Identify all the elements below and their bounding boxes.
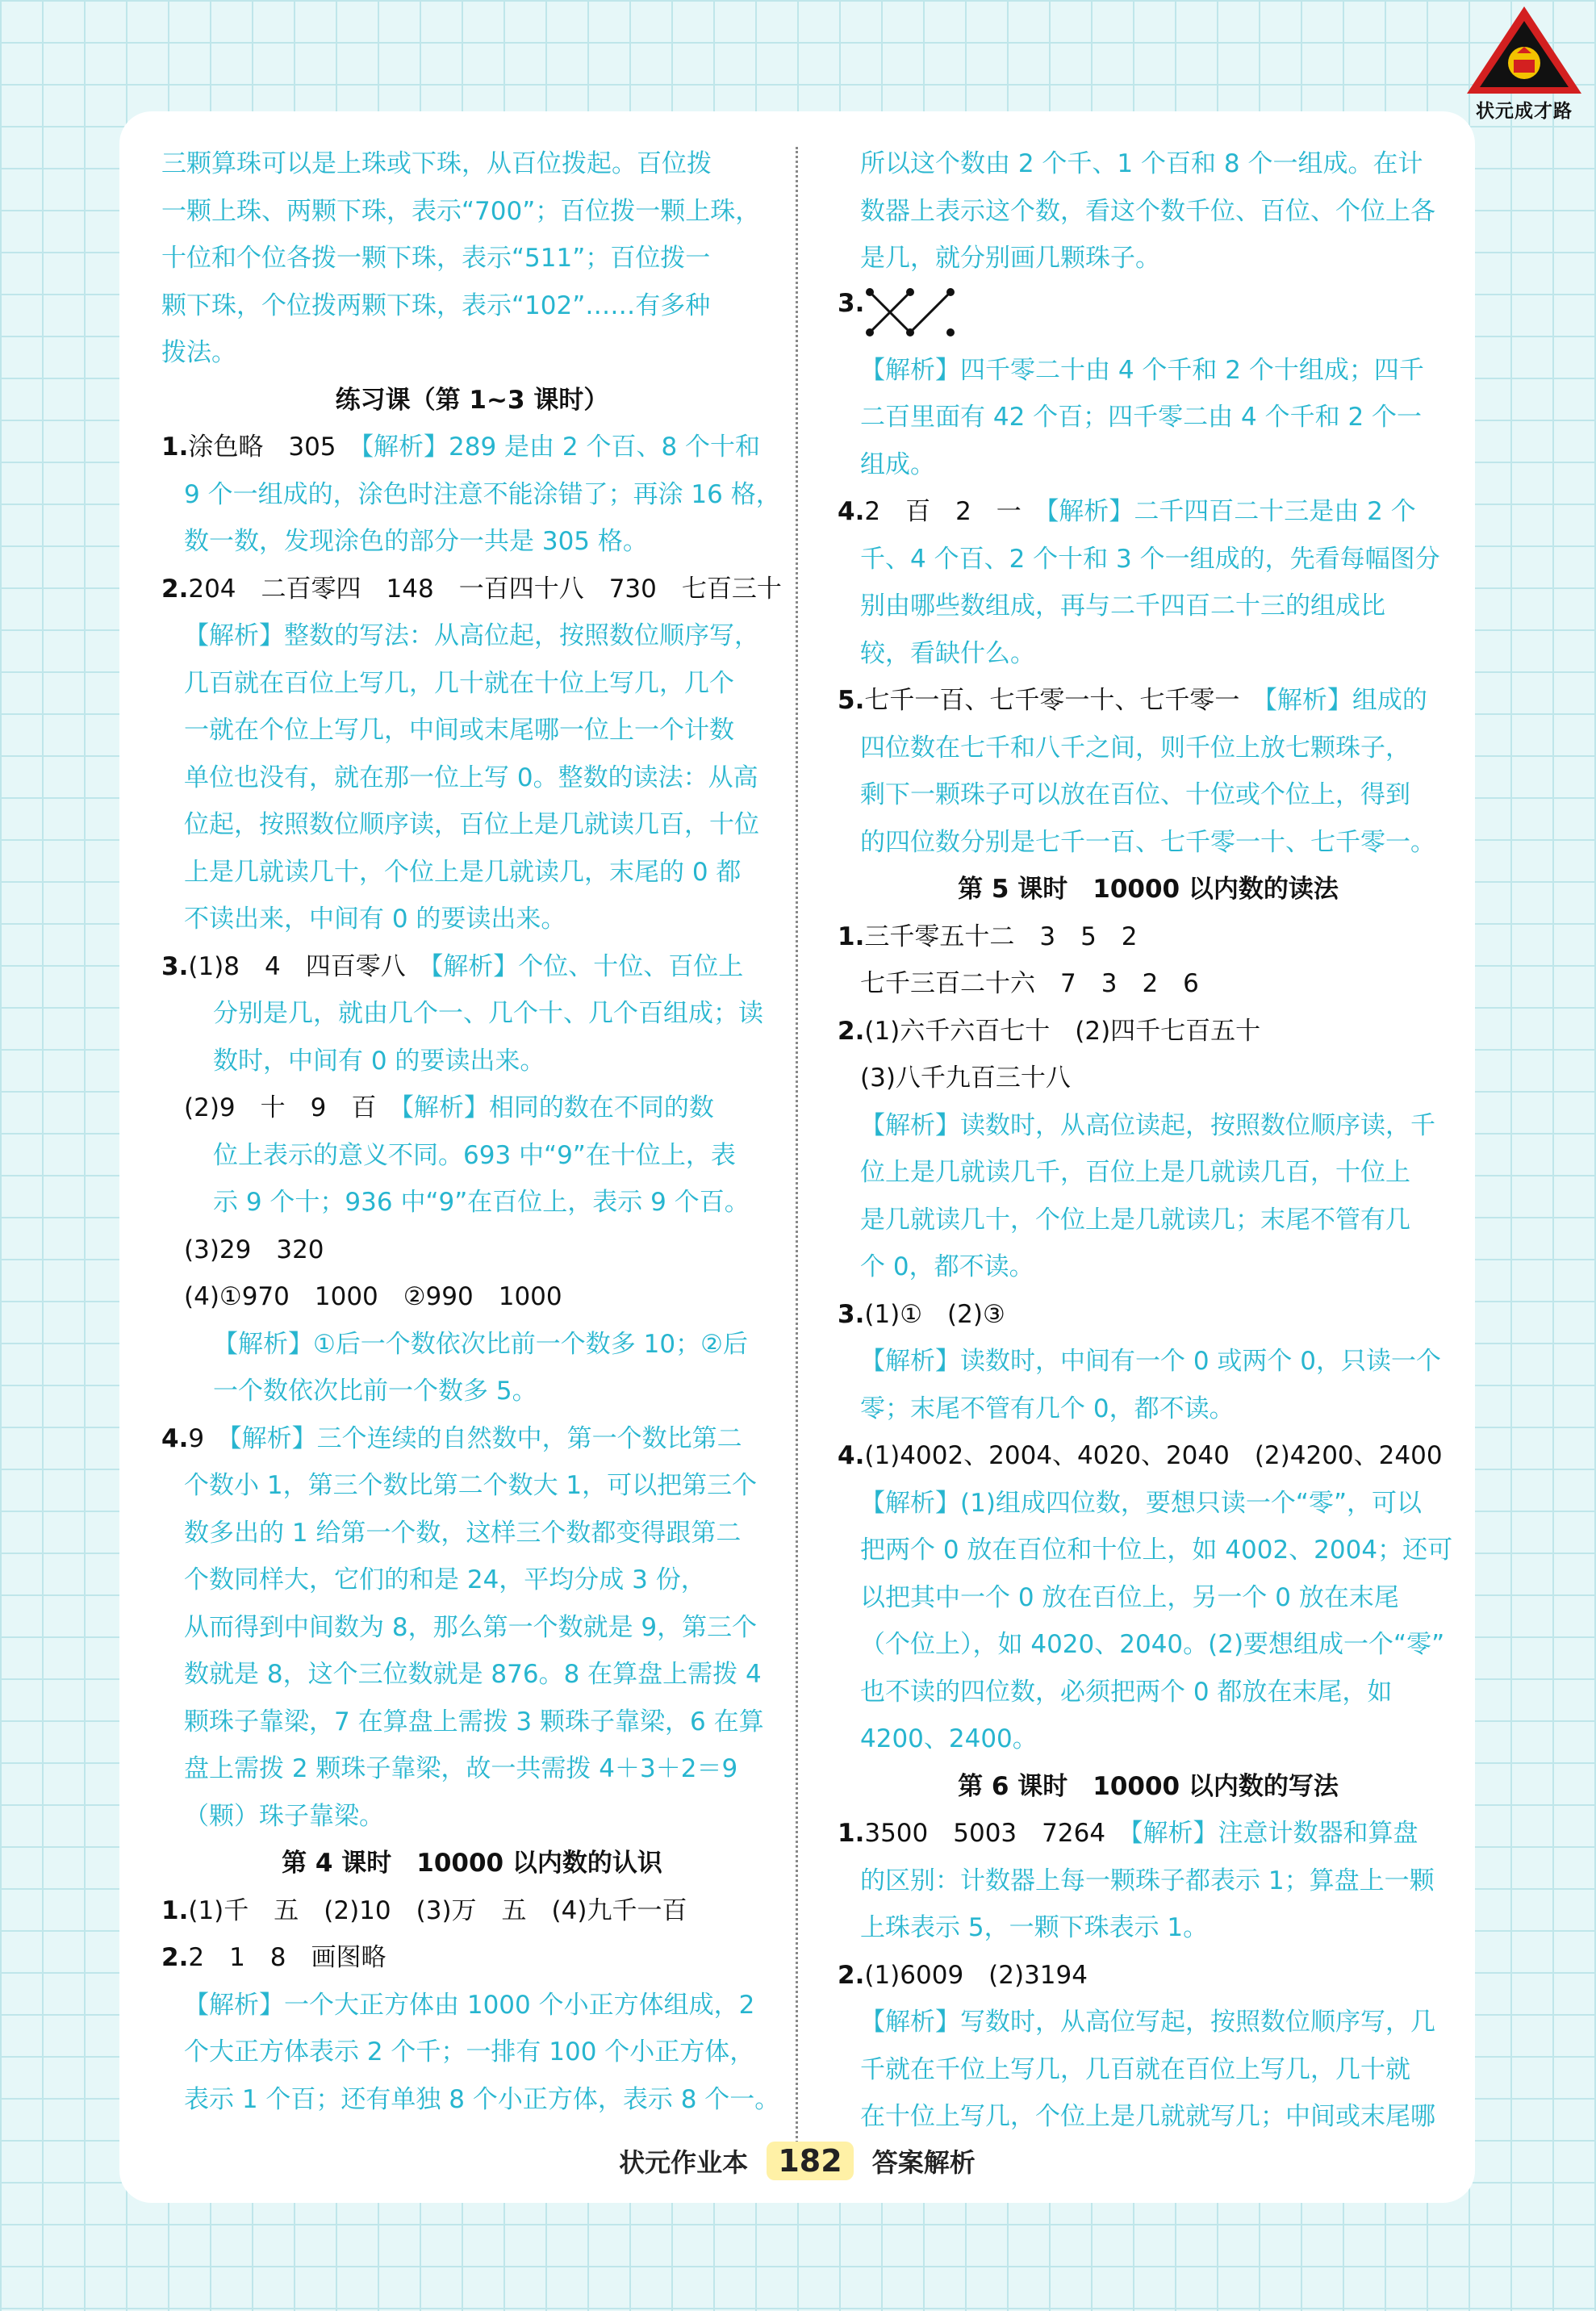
- text-line: [161, 660, 783, 708]
- text-run: (1)千 五 (2)10 (3)万 五 (4)九千一百: [188, 1895, 687, 1925]
- text-line: [161, 471, 783, 519]
- text-line: [838, 488, 1459, 536]
- text-run: (1)组成四位数，要想只读一个“零”，可以: [960, 1488, 1423, 1518]
- left-column: [161, 140, 783, 2123]
- analysis-tag: 【解析】: [860, 1110, 960, 1140]
- text-run: 所以这个数由 2 个千、1 个百和 8 个一组成。在计: [860, 149, 1423, 178]
- text-run: 十位和个位各拨一颗下珠，表示“511”；百位拨一: [161, 244, 711, 273]
- text-run: 四位数在七千和八千之间，则千位上放七颗珠子，: [860, 733, 1410, 763]
- text-line: [161, 707, 783, 754]
- text-run: 三千零五十二 3 5 2: [864, 921, 1138, 951]
- text-line: [838, 1952, 1459, 2000]
- brand-logo: [1464, 3, 1585, 126]
- question-number: 2.: [161, 574, 189, 604]
- text-run: 表示 1 个百；还有单独 8 个小正方体，表示 8 个一。: [184, 2084, 780, 2114]
- text-run: 把两个 0 放在百位和十位上，如 4002、2004；还可: [860, 1536, 1453, 1565]
- text-line: [838, 140, 1459, 188]
- text-line: [838, 1197, 1459, 1244]
- text-run: ①后一个数依次比前一个数多 10；②后: [313, 1329, 748, 1359]
- text-run: 数器上表示这个数，看这个数千位、百位、个位上各: [860, 196, 1435, 226]
- text-line: [161, 566, 783, 613]
- text-line: [838, 1574, 1459, 1622]
- text-run: 千、4 个百、2 个十和 3 个一组成的，先看每幅图分: [860, 544, 1440, 574]
- text-run: 剩下一颗珠子可以放在百位、十位或个位上，得到: [860, 780, 1410, 809]
- text-line: [161, 1934, 783, 1982]
- text-run: 数多出的 1 给第一个数，这样三个数都变得跟第二: [184, 1518, 742, 1548]
- text-run: 位上是几就读几千，百位上是几就读几百，十位上: [860, 1158, 1410, 1187]
- analysis-tag: 【解析】: [860, 355, 960, 385]
- text-line: [838, 1008, 1459, 1055]
- text-line: [161, 943, 783, 991]
- text-line: [161, 990, 783, 1038]
- text-run: 在十位上写几，个位上是几就就写几；中间或末尾哪: [860, 2102, 1435, 2131]
- text-run: 位起，按照数位顺序读，百位上是几就读几百，十位: [184, 810, 759, 839]
- text-line: [161, 1510, 783, 1557]
- text-line: [838, 1055, 1459, 1102]
- text-line: [161, 849, 783, 896]
- text-line: [838, 771, 1459, 819]
- text-line: [838, 677, 1459, 725]
- logo-emblem-icon: [1464, 3, 1585, 100]
- column-divider: [796, 147, 798, 2148]
- text-line: [838, 913, 1459, 961]
- text-line: [838, 1669, 1459, 1716]
- text-line: [838, 1715, 1459, 1763]
- text-run: 第 4 课时 10000 以内数的认识: [282, 1849, 662, 1878]
- text-line: [161, 1699, 783, 1746]
- right-column: [838, 140, 1459, 2141]
- text-line: [161, 1368, 783, 1415]
- text-line: [161, 801, 783, 849]
- text-run: 个数同样大，它们的和是 24，平均分成 3 份，: [184, 1565, 706, 1594]
- text-run: 2 百 2 一: [864, 497, 1047, 526]
- question-number: 1.: [838, 1819, 865, 1848]
- text-line: [161, 1745, 783, 1793]
- answer-card: [119, 111, 1475, 2203]
- text-run: 9 个一组成的，涂色时注意不能涂错了；再涂 16 格，: [184, 479, 781, 509]
- text-run: 几百就在百位上写几，几十就在十位上写几，几个: [184, 668, 734, 698]
- text-line: [838, 583, 1459, 630]
- text-line: [838, 394, 1459, 441]
- footer-book-title: 状元作业本: [619, 2147, 749, 2178]
- text-line: [161, 2029, 783, 2076]
- question-number: 1.: [838, 921, 865, 951]
- text-run: 是几，就分别画几颗珠子。: [860, 244, 1160, 273]
- q3-number: 3.: [838, 288, 865, 318]
- text-run: (1)6009 (2)3194: [864, 1960, 1088, 1990]
- matching-lines-figure: [860, 282, 989, 347]
- text-line: [838, 725, 1459, 772]
- text-run: 个数小 1，第三个数比第二个数大 1，可以把第三个: [184, 1471, 758, 1500]
- text-run: 相同的数在不同的数: [488, 1093, 714, 1122]
- text-run: 组成的: [1352, 686, 1427, 715]
- text-line: [838, 1432, 1459, 1480]
- text-line: [838, 1149, 1459, 1197]
- text-line: [161, 1227, 783, 1274]
- text-run: 一个大正方体由 1000 个小正方体组成，2: [284, 1990, 755, 2020]
- text-run: 较，看缺什么。: [860, 638, 1035, 668]
- text-run: 颗下珠，个位拨两颗下珠，表示“102”……有多种: [161, 290, 711, 320]
- text-line: [161, 424, 783, 471]
- analysis-tag: 【解析】: [213, 1329, 313, 1359]
- text-run: 上珠表示 5，一颗下珠表示 1。: [860, 1913, 1209, 1942]
- question-number: 4.: [838, 497, 865, 526]
- text-run: 的四位数分别是七千一百、七千零一十、七千零一。: [860, 827, 1435, 857]
- text-line: [161, 896, 783, 943]
- text-run: 写数时，从高位写起，按照数位顺序写，几: [960, 2008, 1435, 2037]
- text-run: 第 5 课时 10000 以内数的读法: [958, 875, 1339, 904]
- analysis-tag: 【解析】: [401, 1093, 489, 1122]
- text-line: [161, 1651, 783, 1699]
- text-line: [838, 866, 1459, 913]
- text-line: [838, 630, 1459, 678]
- analysis-tag: 【解析】: [1046, 497, 1134, 526]
- text-line: [161, 140, 783, 188]
- text-line: [838, 536, 1459, 583]
- text-line: [161, 1887, 783, 1935]
- text-run: 三个连续的自然数中，第一个数比第二: [316, 1423, 742, 1453]
- text-line: [161, 612, 783, 660]
- text-run: 一个数依次比前一个数多 5。: [213, 1377, 537, 1406]
- text-line: [838, 347, 1459, 395]
- analysis-tag: 【解析】: [860, 1488, 960, 1518]
- text-line: [838, 1338, 1459, 1385]
- text-run: 七千一百、七千零一十、七千零一: [864, 686, 1265, 715]
- page-number: 182: [767, 2142, 853, 2180]
- text-run: 组成。: [860, 449, 935, 479]
- text-run: 289 是由 2 个百、8 个十和: [449, 433, 761, 462]
- question-number: 5.: [838, 686, 865, 715]
- text-run: 拨法。: [161, 338, 236, 367]
- page-footer: [119, 2142, 1475, 2180]
- question-number: 2.: [161, 1943, 189, 1972]
- text-line: [161, 1982, 783, 2029]
- text-run: 位上表示的意义不同。693 中“9”在十位上，表: [213, 1140, 736, 1170]
- text-run: 涂色略 305: [188, 433, 361, 462]
- text-run: 二百里面有 42 个百；四千零二由 4 个千和 2 个一: [860, 403, 1423, 432]
- text-run: 注意计数器和算盘: [1218, 1819, 1418, 1848]
- text-line: [838, 1480, 1459, 1527]
- text-line: [838, 1291, 1459, 1339]
- text-line: [838, 1527, 1459, 1574]
- text-line: [838, 819, 1459, 867]
- text-run: 别由哪些数组成，再与二千四百二十三的组成比: [860, 591, 1385, 621]
- text-line: [161, 2076, 783, 2124]
- question-number: 1.: [161, 433, 189, 462]
- text-line: [161, 1273, 783, 1321]
- text-line: [838, 1858, 1459, 1905]
- text-run: 示 9 个十；936 中“9”在百位上，表示 9 个百。: [213, 1188, 750, 1217]
- text-run: 个 0，都不读。: [860, 1252, 1034, 1281]
- logo-text: 状元成才路: [1476, 100, 1573, 122]
- question-number: 1.: [161, 1895, 189, 1925]
- question-number: 4.: [161, 1423, 189, 1453]
- text-line: [161, 754, 783, 802]
- text-run: (2)9 十 9 百: [184, 1093, 402, 1122]
- text-run: 颗珠子靠梁，7 在算盘上需拨 3 颗珠子靠梁，6 在算: [184, 1707, 764, 1736]
- text-run: 数就是 8，这个三位数就是 876。8 在算盘上需拨 4: [184, 1660, 762, 1689]
- text-run: (1)8 4 四百零八: [188, 951, 431, 981]
- text-run: (1)① (2)③: [864, 1299, 1005, 1329]
- text-run: 数时，中间有 0 的要读出来。: [213, 1046, 545, 1076]
- text-run: 三颗算珠可以是上珠或下珠，从百位拨起。百位拨: [161, 149, 712, 178]
- text-run: 单位也没有，就在那一位上写 0。整数的读法：从高: [184, 763, 758, 792]
- question-number: 4.: [838, 1441, 865, 1470]
- text-run: (1)六千六百七十 (2)四千七百五十: [864, 1016, 1261, 1046]
- text-run: （个位上），如 4020、2040。(2)要想组成一个“零”: [860, 1630, 1445, 1659]
- text-line: [838, 441, 1459, 489]
- text-run: 9: [188, 1423, 230, 1453]
- text-line: [161, 1793, 783, 1841]
- text-line: [161, 377, 783, 424]
- text-run: 从而得到中间数为 8，那么第一个数就是 9，第三个: [184, 1612, 758, 1642]
- question-number: 2.: [838, 1960, 865, 1990]
- analysis-tag: 【解析】: [860, 2008, 960, 2037]
- analysis-tag: 【解析】: [184, 621, 284, 650]
- q3-matching-lines: [838, 282, 1459, 347]
- footer-section-title: 答案解析: [871, 2147, 976, 2178]
- text-run: 个位、十位、百位上: [518, 951, 744, 981]
- text-run: 整数的写法：从高位起，按照数位顺序写，: [284, 621, 759, 650]
- analysis-tag: 【解析】: [860, 1347, 960, 1376]
- text-line: [838, 2046, 1459, 2094]
- text-line: [838, 1621, 1459, 1669]
- text-line: [838, 1999, 1459, 2046]
- text-run: (3)八千九百三十八: [860, 1064, 1071, 1093]
- text-line: [838, 1243, 1459, 1291]
- text-run: 二千四百二十三是由 2 个: [1134, 497, 1416, 526]
- text-line: [838, 235, 1459, 282]
- text-run: 读数时，中间有一个 0 或两个 0，只读一个: [960, 1347, 1442, 1376]
- text-run: 盘上需拨 2 颗珠子靠梁，故一共需拨 4＋3＋2＝9: [184, 1754, 738, 1783]
- text-run: (4)①970 1000 ②990 1000: [184, 1282, 562, 1311]
- text-run: 也不读的四位数，必须把两个 0 都放在末尾，如: [860, 1677, 1393, 1707]
- text-line: [161, 1321, 783, 1369]
- text-run: 是几就读几十，个位上是几就读几；末尾不管有几: [860, 1205, 1410, 1235]
- text-line: [161, 329, 783, 377]
- text-line: [161, 1557, 783, 1604]
- text-line: [161, 1179, 783, 1227]
- text-run: 不读出来，中间有 0 的要读出来。: [184, 905, 566, 934]
- text-run: 个大正方体表示 2 个千；一排有 100 个小正方体，: [184, 2037, 755, 2067]
- text-run: 练习课（第 1~3 课时）: [335, 385, 609, 415]
- text-line: [838, 188, 1459, 236]
- text-line: [161, 1132, 783, 1180]
- text-run: 以把其中一个 0 放在百位上，另一个 0 放在末尾: [860, 1582, 1399, 1612]
- text-line: [838, 1385, 1459, 1433]
- text-run: 4200、2400。: [860, 1724, 1038, 1753]
- analysis-tag: 【解析】: [430, 951, 519, 981]
- text-run: 2 1 8 画图略: [188, 1943, 386, 1972]
- text-run: 四千零二十由 4 个千和 2 个十组成；四千: [960, 355, 1424, 385]
- text-run: 七千三百二十六 7 3 2 6: [860, 969, 1199, 998]
- text-line: [838, 1904, 1459, 1952]
- text-run: 上是几就读几十，个位上是几就读几，末尾的 0 都: [184, 857, 742, 887]
- text-line: [838, 960, 1459, 1008]
- analysis-tag: 【解析】: [184, 1990, 284, 2020]
- text-line: [161, 518, 783, 566]
- text-line: [161, 1038, 783, 1085]
- analysis-tag: 【解析】: [229, 1423, 317, 1453]
- text-run: 一颗上珠、两颗下珠，表示“700”；百位拨一颗上珠，: [161, 196, 761, 226]
- question-number: 3.: [161, 951, 189, 981]
- text-line: [838, 2093, 1459, 2141]
- text-run: 一就在个位上写几，中间或末尾哪一位上一个计数: [184, 716, 734, 745]
- text-line: [161, 1084, 783, 1132]
- text-run: 204 二百零四 148 一百四十八 730 七百三十: [188, 574, 782, 604]
- text-run: 千就在千位上写几，几百就在百位上写几，几十就: [860, 2054, 1410, 2084]
- text-run: 数一数，发现涂色的部分一共是 305 格。: [184, 527, 648, 556]
- text-line: [161, 282, 783, 330]
- text-line: [161, 188, 783, 236]
- text-run: (1)4002、2004、4020、2040 (2)4200、2400: [864, 1441, 1443, 1470]
- analysis-tag: 【解析】: [361, 433, 449, 462]
- analysis-tag: 【解析】: [1130, 1819, 1218, 1848]
- text-line: [161, 1840, 783, 1887]
- text-line: [838, 1763, 1459, 1811]
- text-run: （颗）珠子靠梁。: [184, 1801, 384, 1831]
- text-run: 分别是几，就由几个一、几个十、几个百组成；读: [213, 999, 763, 1028]
- analysis-tag: 【解析】: [1264, 686, 1352, 715]
- text-run: 3500 5003 7264: [864, 1819, 1131, 1848]
- text-line: [161, 1415, 783, 1463]
- text-line: [161, 1604, 783, 1652]
- text-run: 零；末尾不管有几个 0，都不读。: [860, 1394, 1235, 1423]
- text-run: 的区别：计数器上每一颗珠子都表示 1；算盘上一颗: [860, 1866, 1435, 1895]
- question-number: 2.: [838, 1016, 865, 1046]
- question-number: 3.: [838, 1299, 865, 1329]
- text-run: (3)29 320: [184, 1235, 324, 1264]
- text-line: [838, 1102, 1459, 1150]
- text-line: [161, 1462, 783, 1510]
- text-run: 第 6 课时 10000 以内数的写法: [958, 1771, 1339, 1801]
- text-line: [838, 1810, 1459, 1858]
- text-line: [161, 235, 783, 282]
- text-run: 读数时，从高位读起，按照数位顺序读，千: [960, 1110, 1435, 1140]
